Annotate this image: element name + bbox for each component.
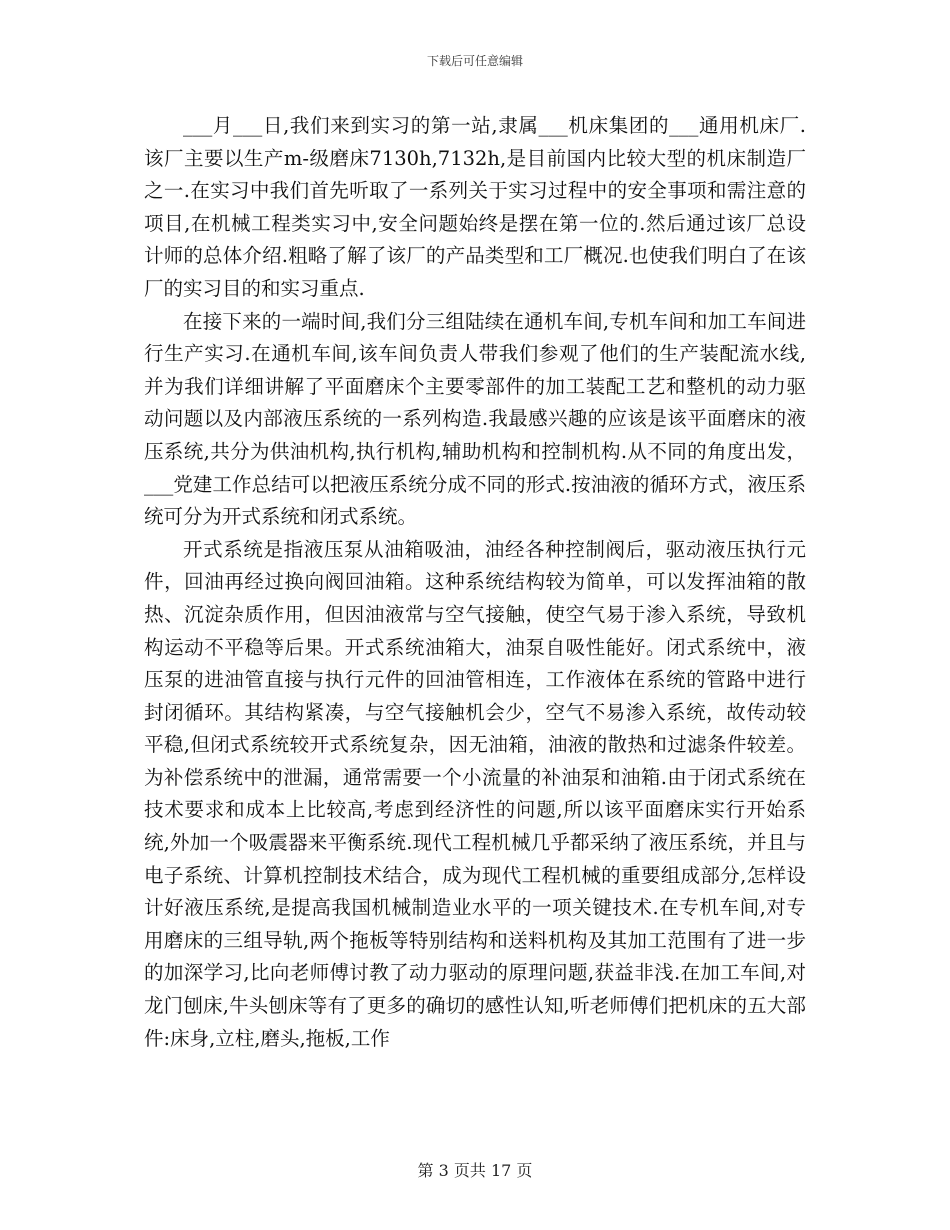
document-body	[144, 110, 806, 1055]
page-header: 下载后可任意编辑	[426, 54, 523, 68]
paragraph-2: 在接下来的一端时间,我们分三组陆续在通机车间,专机车间和加工车间进行生产实习.在通机车间,该车间负责人带我们参观了他们的生产装配流水线,并为我们详细讲解了平面磨床个主要零部件的加工装配工艺和整机的动力驱动问题以及内部液压系统的一系列构造.我最感兴趣的应该是该平面磨床的液压系统,共分为供油机构,执行机构,辅助机构和控制机构.从不同的角度出发，___党建工作总结可以把液压系统分成不同的形式.按油液的循环方式，液压系统可分为开式系统和闭式系统。	[144, 309, 806, 529]
page-footer: 第 3 页共 17 页	[417, 1161, 533, 1180]
paragraph-3: 开式系统是指液压泵从油箱吸油，油经各种控制阀后，驱动液压执行元件，回油再经过换向阀回油箱。这种系统结构较为简单，可以发挥油箱的散热、沉淀杂质作用，但因油液常与空气接触，使空气易于渗入系统，导致机构运动不平稳等后果。开式系统油箱大，油泵自吸性能好。闭式系统中，液压泵的进油管直接与执行元件的回油管相连，工作液体在系统的管路中进行封闭循环。其结构紧凑，与空气接触机会少，空气不易渗入系统，故传动较平稳,但闭式系统较开式系统复杂，因无油箱，油液的散热和过滤条件较差。为补偿系统中的泄漏，通常需要一个小流量的补油泵和油箱.由于闭式系统在技术要求和成本上比较高,考虑到经济性的问题,所以该平面磨床实行开始系统,外加一个吸震器来平衡系统.现代工程机械几乎都采纳了液压系统，并且与电子系统、计算机控制技术结合，成为现代工程机械的重要组成部分,怎样设计好液压系统,是提高我国机械制造业水平的一项关键技术.在专机车间,对专用磨床的三组导轨,两个拖板等特别结构和送料机构及其加工范围有了进一步的加深学习,比向老师傅讨教了动力驱动的原理问题,获益非浅.在加工车间,对龙门刨床,牛头刨床等有了更多的确切的感性认知,听老师傅们把机床的五大部件:床身,立柱,磨头,拖板,工作	[144, 537, 806, 1050]
paragraph-1: ___月___日,我们来到实习的第一站,隶属___机床集团的___通用机床厂.该厂主要以生产m-级磨床7130h,7132h,是目前国内比较大型的机床制造厂之一.在实习中我们首先听取了一系列关于实习过程中的安全事项和需注意的项目,在机械工程类实习中,安全问题始终是摆在第一位的.然后通过该厂总设计师的总体介绍.粗略了解了该厂的产品类型和工厂概况.也使我们明白了在该厂的实习目的和实习重点.	[144, 114, 806, 300]
